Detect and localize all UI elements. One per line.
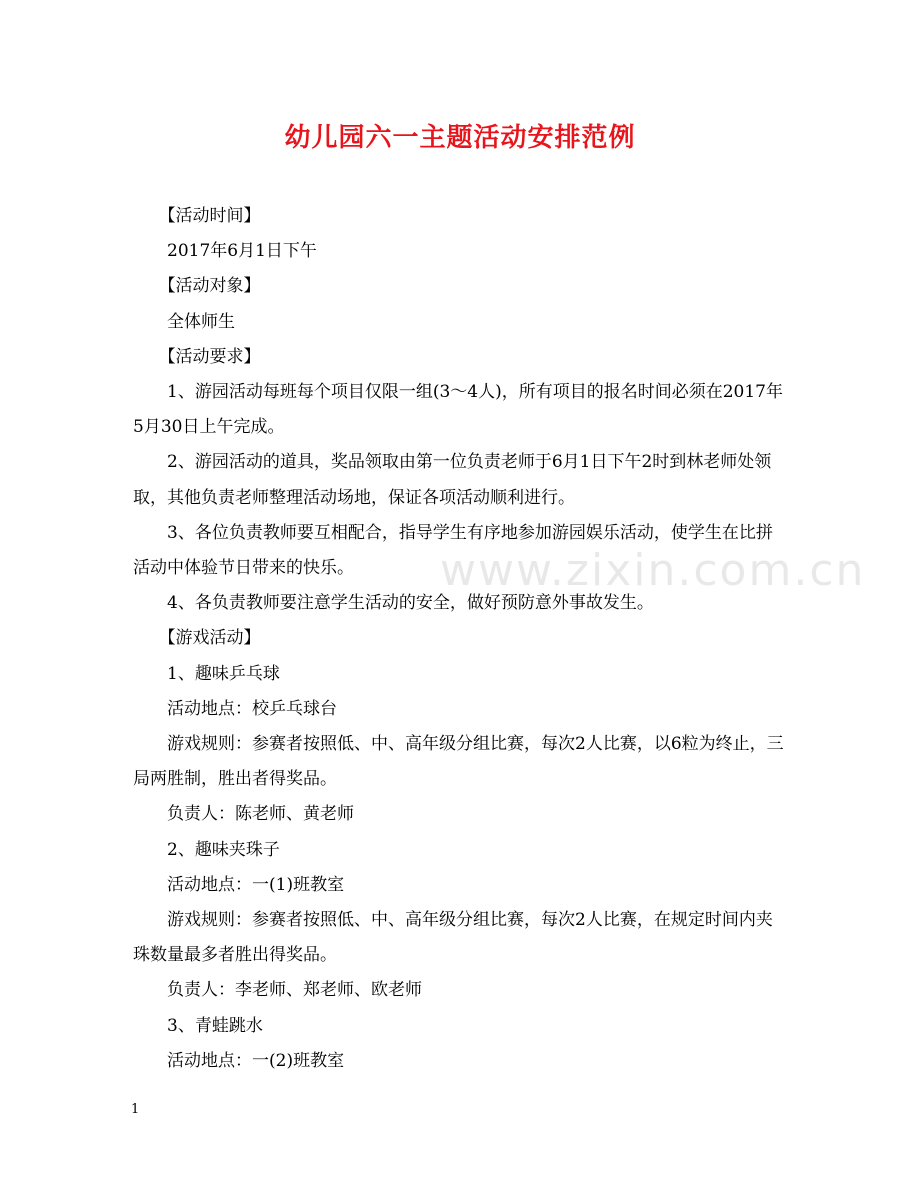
game-3-title: 3、青蛙跳水: [167, 1015, 263, 1036]
game-2-location: 活动地点：一(1)班教室: [167, 874, 345, 895]
game-1-location: 活动地点：校乒乓球台: [167, 698, 337, 719]
paragraph-requirement-2: 2、游园活动的道具，奖品领取由第一位负责老师于6月1日下午2时到林老师处领取，其他负责老师整理活动场地，保证各项活动顺利进行。: [133, 452, 772, 508]
paragraph-requirement-3: 3、各位负责教师要互相配合，指导学生有序地参加游园娱乐活动，使学生在比拼活动中体验节日带来的快乐。: [133, 522, 773, 579]
game-3-location: 活动地点：一(2)班教室: [167, 1050, 345, 1071]
game-1-title: 1、趣味乒乓球: [167, 663, 280, 684]
game-2-title: 2、趣味夹珠子: [167, 839, 280, 860]
paragraph-requirement-1: 1、游园活动每班每个项目仅限一组(3～4人)，所有项目的报名时间必须在2017年5月30日上午完成。: [133, 382, 783, 438]
document-body: [133, 199, 788, 1079]
paragraph-requirement-4: 4、各负责教师要注意学生活动的安全，做好预防意外事故发生。: [167, 593, 654, 614]
section-heading-games: 【游戏活动】: [158, 628, 261, 649]
page-number: 1: [131, 1102, 140, 1117]
section-heading-requirements: 【活动要求】: [158, 346, 261, 367]
section-heading-audience: 【活动对象】: [158, 276, 261, 297]
paragraph-audience-value: 全体师生: [167, 311, 235, 332]
section-heading-time: 【活动时间】: [158, 206, 261, 226]
document-title: 幼儿园六一主题活动安排范例: [284, 123, 636, 153]
game-2-staff: 负责人：李老师、郑老师、欧老师: [167, 980, 422, 1001]
paragraph-time-value: 2017年6月1日下午: [167, 241, 317, 262]
game-1-rules: 游戏规则：参赛者按照低、中、高年级分组比赛，每次2人比赛，以6粒为终止，三局两胜制，胜出者得奖品。: [133, 734, 784, 790]
game-1-staff: 负责人：陈老师、黄老师: [167, 804, 354, 825]
game-2-rules: 游戏规则：参赛者按照低、中、高年级分组比赛，每次2人比赛，在规定时间内夹珠数量最多者胜出得奖品。: [133, 910, 773, 966]
watermark: www.zixin.com.cn: [440, 545, 866, 596]
